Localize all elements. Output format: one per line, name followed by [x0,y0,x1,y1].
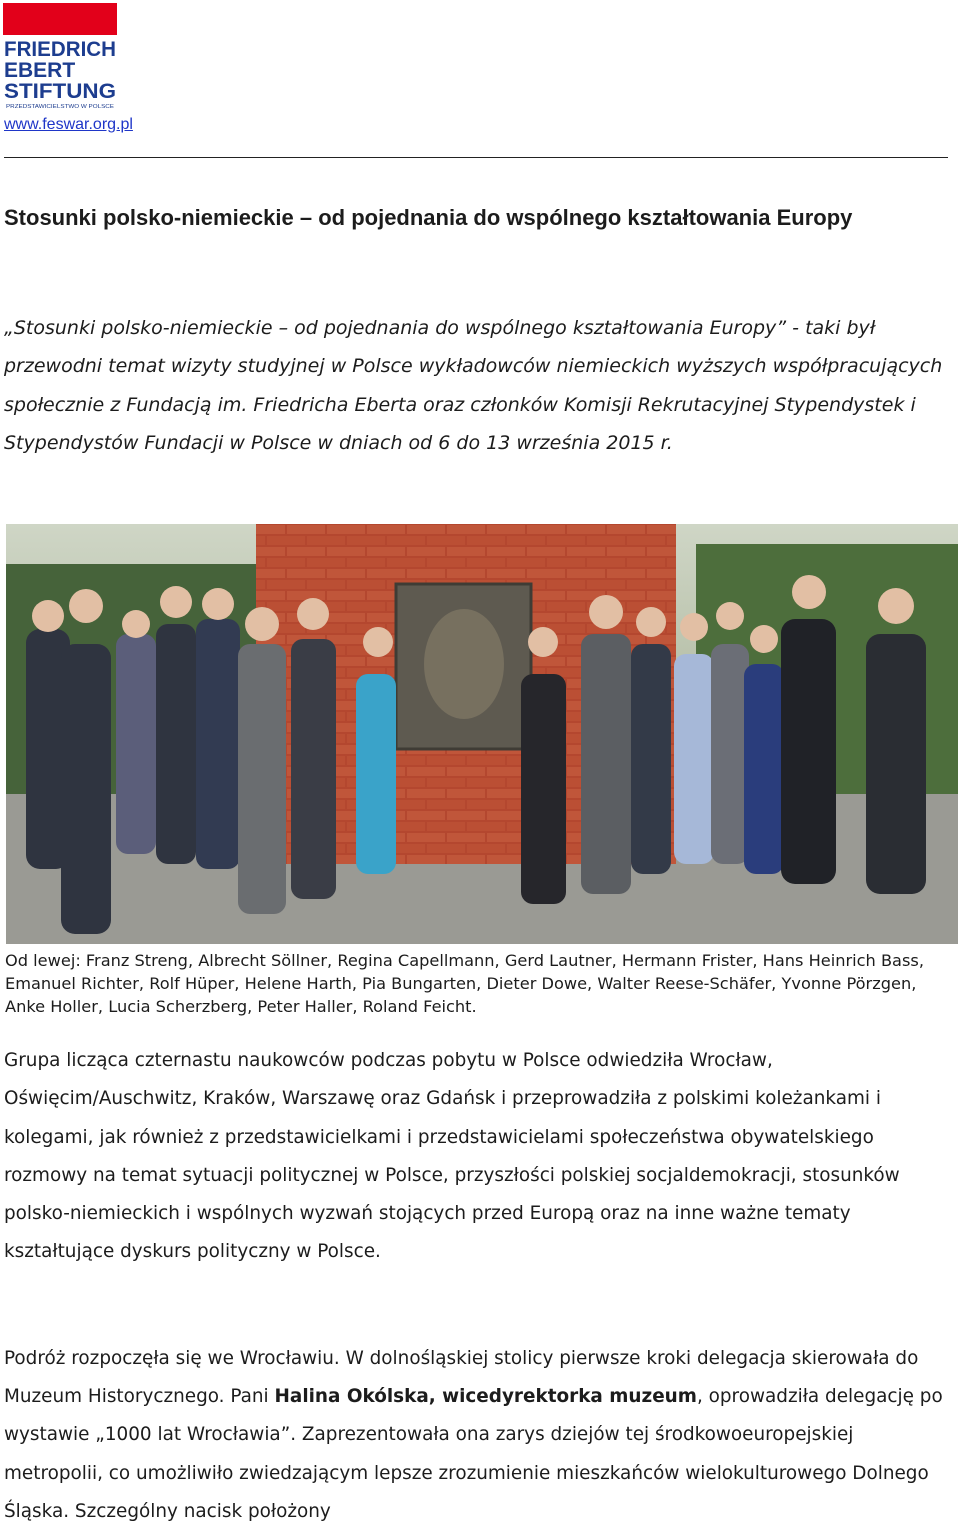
paragraph-2-text-b: , oprowadziła delegację po wystawie „1000 lat Wrocławia”. Zaprezentowała ona zarys dziejów tej środkowoeuropejskiej metropolii, co umożliwiło zwiedzającym lepsze zrozumienie mieszkańców wielokulturowego Dolnego Śląska. Szczególny nacisk położony [4,1386,943,1522]
logo-line-2: EBERT [4,59,76,82]
paragraph-1: Grupa licząca czternastu naukowców podczas pobytu w Polsce odwiedziła Wrocław, Oświęcim/Auschwitz, Kraków, Warszawę oraz Gdańsk i przeprowadziła z polskimi koleżankami i kolegami, jak również z przedstawicielkami i przedstawicielami społeczeństwa obywatelskiego rozmowy na temat sytuacji politycznej w Polsce, przyszłości polskiej socjaldemokracji, stosunków polsko-niemieckich i wspólnych wyzwań stojących przed Europą oraz na inne ważne tematy kształtujące dyskurs polityczny w Polsce. [4,1050,900,1263]
logo-subtitle: PRZEDSTAWICIELSTWO W POLSCE [6,104,115,110]
fes-logo [3,3,117,111]
photo-caption: Od lewej: Franz Streng, Albrecht Söllner, Regina Capellmann, Gerd Lautner, Hermann Frister, Hans Heinrich Bass, Emanuel Richter, Rolf Hüper, Helene Harth, Pia Bungarten, Dieter Dowe, Walter Reese-Schäfer, Yvonne Pörzgen, Anke Holler, Lucia Scherzberg, Peter Haller, Roland Feicht. [5,951,924,1016]
paragraph-2-bold: Halina Okólska, wicedyrektorka muzeum [274,1386,697,1408]
group-photo [6,524,958,944]
logo-red-band [3,3,117,35]
logo-line-3: STIFTUNG [4,80,117,103]
paragraph-2 [4,1340,958,1531]
logo-line-1: FRIEDRICH [4,38,116,61]
website-link[interactable]: www.feswar.org.pl [4,116,133,133]
header-divider [4,157,948,158]
paragraph-2-text-a: Podróż rozpoczęła się we Wrocławiu. W dolnośląskiej stolicy pierwsze kroki delegacja skierowała do Muzeum Historycznego. Pani [4,1348,919,1408]
article-lead: „Stosunki polsko-niemieckie – od pojednania do wspólnego kształtowania Europy” - taki był przewodni temat wizyty studyjnej w Polsce wykładowców niemieckich wyższych współpracujących społecznie z Fundacją im. Friedricha Eberta oraz członków Komisji Rekrutacyjnej Stypendystek i Stypendystów Fundacji w Polsce w dniach od 6 do 13 września 2015 r. [4,317,943,455]
article-title: Stosunki polsko-niemieckie – od pojednania do wspólnego kształtowania Europy [4,205,853,230]
